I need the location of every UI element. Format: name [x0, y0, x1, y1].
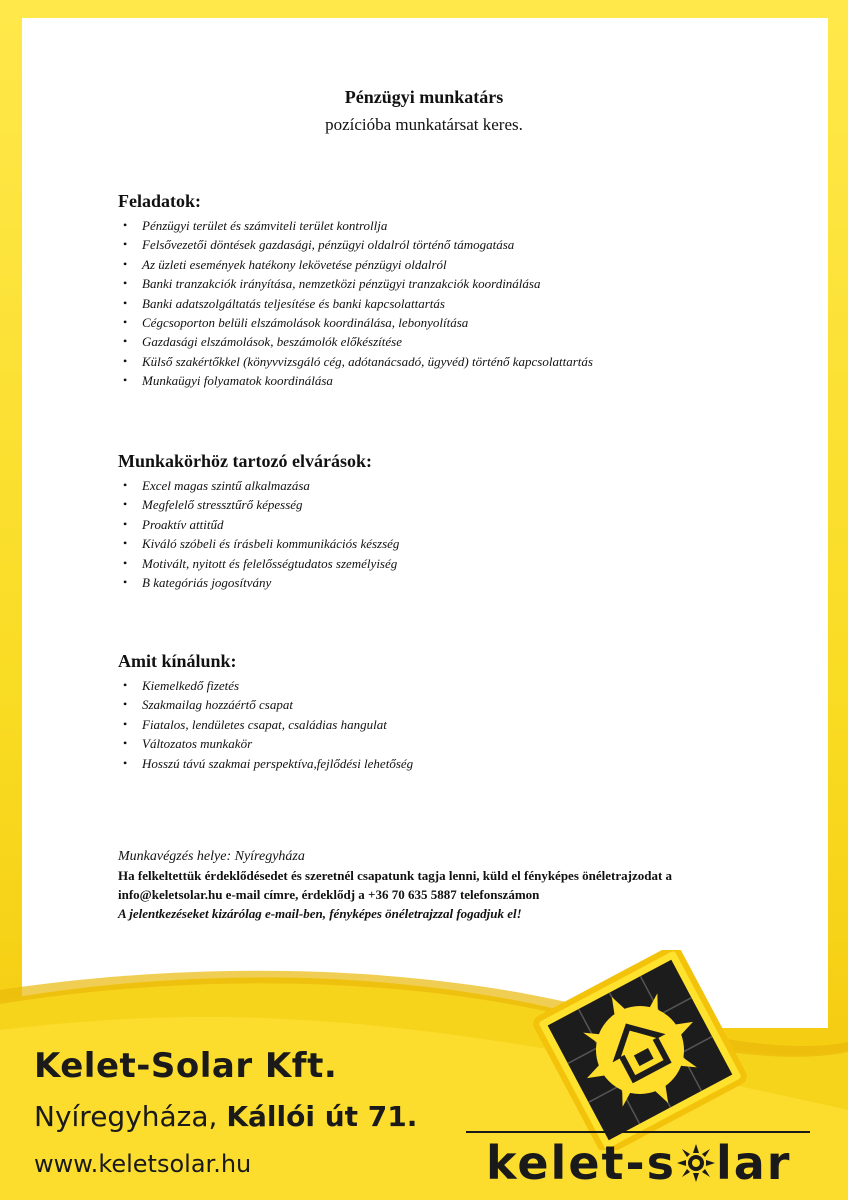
address-street: Kállói út 71.: [226, 1100, 418, 1133]
list-item-text: Cégcsoporton belüli elszámolások koordinálása, lebonyolítása: [142, 315, 469, 331]
bullet-icon: •: [123, 755, 128, 770]
list-item-text: Fiatalos, lendületes csapat, családias hangulat: [142, 716, 387, 732]
company-name: Kelet-Solar Kft.: [34, 1046, 338, 1086]
list-item: [118, 515, 798, 534]
logo-wordmark: [486, 1136, 791, 1194]
tasks-section: [118, 190, 798, 391]
list-item: [118, 573, 798, 592]
requirements-heading: Munkakörhöz tartozó elvárások:: [118, 451, 372, 471]
address-city: Nyíregyháza,: [34, 1100, 218, 1133]
list-item: [118, 352, 798, 371]
list-item: [118, 754, 798, 773]
list-item-text: Felsővezetői döntések gazdasági, pénzügyi oldalról történő támogatása: [142, 237, 515, 253]
list-item: [118, 534, 798, 553]
bullet-icon: •: [123, 315, 128, 330]
bullet-icon: •: [123, 678, 128, 692]
list-item-text: Pénzügyi terület és számviteli terület kontrollja: [142, 218, 388, 233]
list-item: [118, 235, 798, 254]
bullet-icon: •: [123, 276, 128, 291]
list-item-text: Munkaügyi folyamatok koordinálása: [142, 373, 333, 389]
bullet-icon: •: [123, 373, 128, 388]
contact-line-3: A jelentkezéseket kizárólag e-mail-ben, fényképes önéletrajzzal fogadjuk el!: [118, 906, 522, 921]
list-item-text: Kiemelkedő fizetés: [142, 678, 240, 693]
list-item: [118, 371, 798, 390]
bullet-icon: •: [123, 536, 128, 551]
list-item: [118, 294, 798, 313]
requirements-list: [118, 476, 798, 592]
list-item-text: Gazdasági elszámolások, beszámolók előkészítése: [142, 334, 402, 350]
bullet-icon: •: [123, 237, 128, 252]
list-item-text: Proaktív attitűd: [142, 516, 224, 532]
logo-underline: [466, 1131, 810, 1133]
list-item: [118, 332, 798, 351]
list-item: [118, 676, 798, 695]
list-item: [118, 313, 798, 332]
bullet-icon: •: [123, 334, 128, 349]
bullet-icon: •: [123, 716, 128, 731]
list-item-text: Hosszú távú szakmai perspektíva,fejlődési lehetőség: [142, 755, 414, 771]
contact-line-2: info@keletsolar.hu e-mail címre, érdeklődj a +36 70 635 5887 telefonszámon: [118, 887, 540, 902]
list-item-text: Excel magas szintű alkalmazása: [142, 478, 310, 493]
list-item-text: Banki adatszolgáltatás teljesítése és banki kapcsolattartás: [142, 295, 445, 311]
workplace-text: Munkavégzés helye: Nyíregyháza: [118, 849, 305, 864]
logo-text-left: kelet-s: [486, 1136, 676, 1190]
offer-list: [118, 676, 798, 773]
list-item: [118, 216, 798, 235]
list-item-text: B kategóriás jogosítvány: [142, 575, 272, 591]
tasks-heading: Feladatok:: [118, 191, 201, 211]
list-item: [118, 734, 798, 753]
contact-block: [118, 847, 758, 923]
list-item: [118, 274, 798, 293]
bullet-icon: •: [123, 736, 128, 751]
list-item-text: Motivált, nyitott és felelősségtudatos személyiség: [142, 555, 398, 571]
job-title: Pénzügyi munkatárs: [344, 87, 504, 107]
bullet-icon: •: [123, 218, 128, 232]
bullet-icon: •: [123, 516, 128, 531]
bullet-icon: •: [123, 697, 128, 712]
company-address: [34, 1100, 417, 1133]
list-item: [118, 495, 798, 514]
list-item-text: Banki tranzakciók irányítása, nemzetközi pénzügyi tranzakciók koordinálása: [142, 276, 541, 292]
list-item-text: Megfelelő stressztűrő képesség: [142, 497, 303, 513]
list-item-text: Kiváló szóbeli és írásbeli kommunikációs készség: [142, 536, 400, 552]
bullet-icon: •: [123, 555, 128, 570]
title-block: [0, 86, 848, 137]
offer-section: [118, 650, 798, 773]
solar-panel-logo-icon: [520, 950, 760, 1150]
list-item: [118, 255, 798, 274]
bullet-icon: •: [123, 497, 128, 512]
offer-heading: Amit kínálunk:: [118, 651, 237, 671]
list-item-text: Szakmailag hozzáértő csapat: [142, 697, 293, 713]
list-item: [118, 476, 798, 495]
bullet-icon: •: [123, 295, 128, 310]
bullet-icon: •: [123, 256, 128, 271]
list-item-text: Az üzleti események hatékony lekövetése pénzügyi oldalról: [142, 256, 447, 272]
contact-line-1: Ha felkeltettük érdeklődésedet és szeretnél csapatunk tagja lenni, küld el fényképes önéletrajzodat a: [118, 868, 673, 883]
list-item-text: Külső szakértőkkel (könyvvizsgáló cég, adótanácsadó, ügyvéd) történő kapcsolattartás: [142, 353, 593, 369]
list-item: [118, 695, 798, 714]
list-item-text: Változatos munkakör: [142, 736, 253, 752]
list-item: [118, 715, 798, 734]
job-subtitle: pozícióba munkatársat keres.: [325, 115, 523, 134]
logo-text-right: lar: [715, 1136, 792, 1190]
bullet-icon: •: [123, 575, 128, 590]
requirements-section: [118, 450, 798, 592]
tasks-list: [118, 216, 798, 391]
bullet-icon: •: [123, 353, 128, 368]
sun-icon: [676, 1140, 716, 1194]
company-website[interactable]: www.keletsolar.hu: [34, 1150, 252, 1178]
list-item: [118, 554, 798, 573]
bullet-icon: •: [123, 478, 128, 492]
